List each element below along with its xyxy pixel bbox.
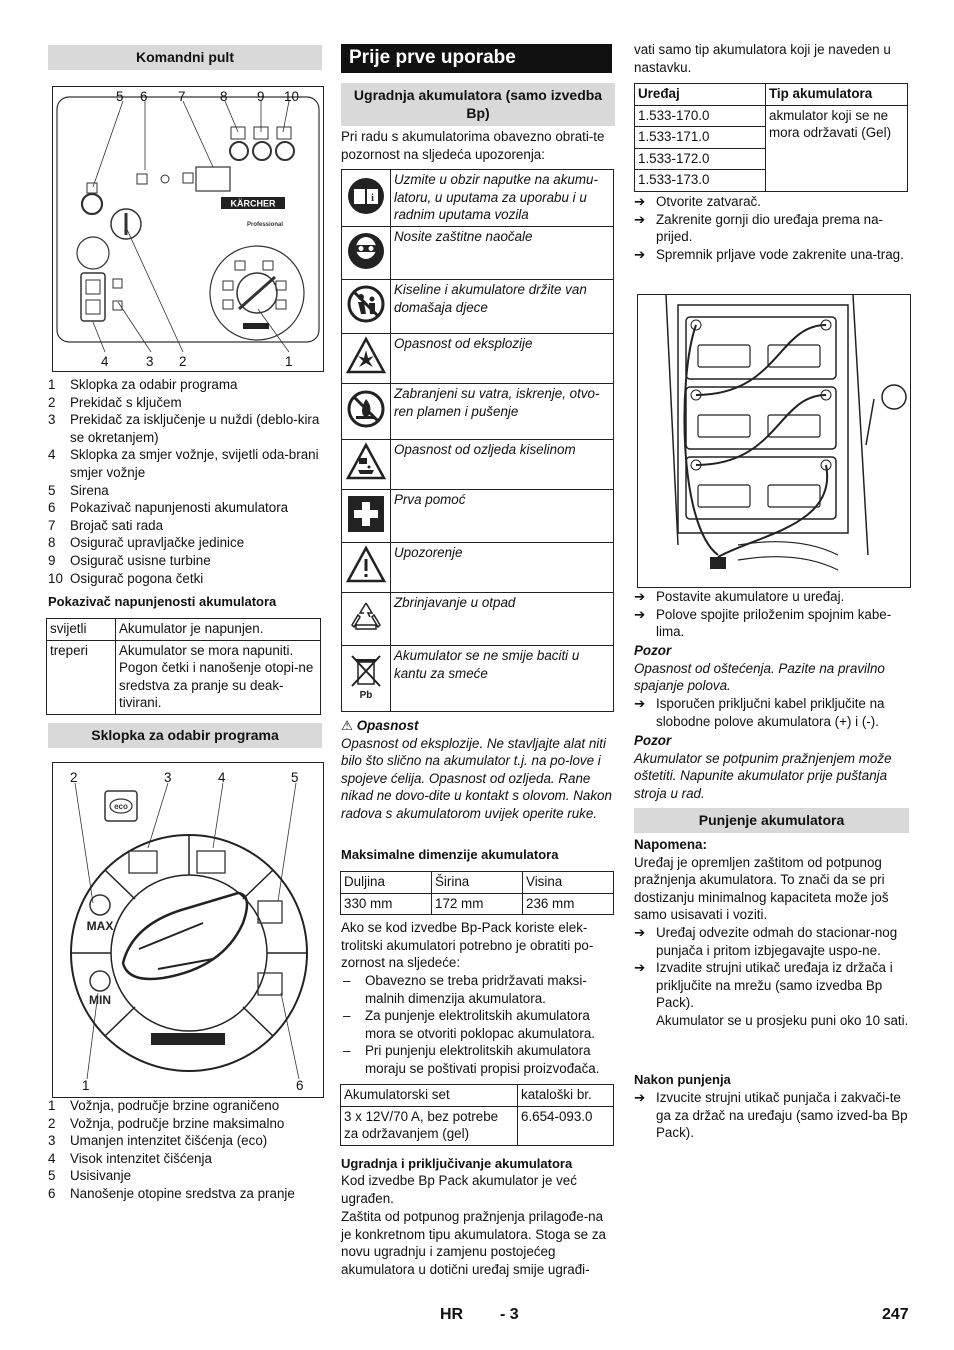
table-header-cell: Tip akumulatora [766,84,908,106]
section-heading-battery-install: Ugradnja akumulatora (samo izvedba Bp) [341,83,615,126]
continued-paragraph: vati samo tip akumulatora koji je naveden u nastavku. [634,42,891,75]
subheading-charge-indicator: Pokazivač napunjenosti akumulatora [48,594,277,609]
arrow-icon: ➔ [634,211,646,227]
charge-indicator-table [46,618,321,715]
note-title: Napomena: [634,837,707,852]
no-fire-icon [342,384,391,440]
panel-number: 7 [178,89,186,104]
table-row [342,646,614,712]
dial-max-label: MAX [86,919,114,933]
panel-number: 9 [257,89,265,104]
recycle-icon [342,593,391,646]
panel-number: 6 [140,89,148,104]
caution-deep-discharge [634,732,910,802]
arrow-icon: ➔ [634,696,646,711]
first-aid-icon [342,490,391,543]
battery-set-table [340,1084,614,1146]
danger-triangle-icon: ⚠ [341,718,354,733]
goggles-icon [342,227,391,280]
table-row [341,893,614,915]
steps-insert-battery [634,588,910,641]
table-row [341,872,614,894]
list-item: 3 Prekidač za isključenje u nuždi (deblo-kira se okretanjem) [48,412,320,445]
table-header-cell: Visina [523,872,614,894]
control-panel-drawing [53,87,323,371]
list-item: ➔ Uređaj odvezite odmah do stacionar-nog punjača i pritom izbjegavajte uspo-ne. [634,925,898,958]
caution-text: Akumulator se potpunim pražnjenjem može oštetiti. Napunite akumulator prije puštanja stroja u rad. [634,750,892,801]
panel-number-row-bottom [101,353,301,371]
table-cell: 3 x 12V/70 A, bez potrebe za održavanjem (gel) [341,1106,518,1145]
caution-title: Pozor [634,733,672,748]
list-item: 5 Usisivanje [48,1168,132,1184]
table-cell: Akumulator se mora napuniti. Pogon četki i nanošenje otopi-ne sredstva za pranje su deak-tivirani. [116,640,321,714]
warning-text: Zbrinjavanje u otpad [391,593,614,646]
list-item: 7 Brojač sati rada [48,517,164,533]
arrow-icon: ➔ [634,960,646,976]
warning-text: Akumulator se ne smije baciti u kantu za smeće [391,646,614,712]
electrolyte-paragraph: Ako se kod izvedbe Bp-Pack koriste elek-trolitski akumulatori potrebno je obratiti po-zornost na sljedeće: [341,920,594,971]
danger-title: Opasnost [356,718,419,733]
table-row [341,1085,614,1107]
device-battery-table [634,83,908,192]
list-item: 4 Sklopka za smjer vožnje, svijetli oda-brani smjer vožnje [48,447,319,480]
steps-open-machine [634,193,910,263]
dial-number-row-bottom [82,1077,322,1095]
list-item: ➔ Izvadite strujni utikač uređaja iz držača i priključite na mrežu (samo izvedba Bp Pack). [634,960,893,1011]
intro-paragraph: Pri radu s akumulatorima obavezno obrati-te pozornost na sljedeća upozorenja: [341,129,605,162]
panel-sub-text: Professional [246,222,284,228]
panel-number-row-top [116,88,306,106]
table-header-cell: Akumulatorski set [341,1085,518,1107]
warning-symbols-table [341,169,614,712]
list-item: 2 Prekidač s ključem [48,394,182,410]
danger-block [341,717,615,823]
arrow-icon: ➔ [634,606,646,622]
danger-text: Opasnost od eksplozije. Ne stavljajte alat niti bilo što slično na akumulator t.j. na po-love i spojeve ćelija. Opasnost od ozljeda. Rane nikad ne dovo-dite u kontakt s olovom. Nakon radova s akumulatorom uvijek operite ruke. [341,735,612,821]
page-title: Prije prve uporabe [341,44,612,73]
caution-text: Opasnost od oštećenja. Pazite na pravilno spajanje polova. [634,660,885,694]
table-cell: 6.654-093.0 [518,1106,614,1145]
charging-duration-text: Akumulator se u prosjeku puni oko 10 sati. [656,1012,909,1028]
panel-number: 10 [284,89,299,104]
table-cell: 330 mm [341,893,432,915]
list-item: 5 Sirena [48,482,109,498]
list-item: – Pri punjenju elektrolitskih akumulatora moraju se poštivati propisi proizvođača. [343,1043,600,1076]
warning-text: Kiseline i akumulatore držite van domašaja djece [391,280,614,334]
footer-language: HR [440,1306,464,1323]
footer-page-number: 247 [882,1306,909,1323]
arrow-icon: ➔ [634,925,646,940]
warning-text: Prva pomoć [391,490,614,543]
list-item: 1 Sklopka za odabir programa [48,377,238,392]
subheading-after-charging: Nakon punjenja [634,1072,731,1087]
table-row [342,593,614,646]
list-item: 9 Osigurač usisne turbine [48,552,211,568]
table-cell: Akumulator je napunjen. [116,619,321,641]
table-cell: 1.533-172.0 [635,148,766,170]
panel-number: 4 [101,354,109,369]
panel-number: 8 [220,89,228,104]
panel-number: 1 [285,354,293,369]
table-cell: 1.533-170.0 [635,105,766,127]
svg-text:i: i [371,192,374,204]
dimensions-table [340,871,614,915]
section-heading-control-panel: Komandni pult [48,45,322,70]
panel-number: 2 [179,354,187,369]
pb-label: Pb [359,690,373,701]
list-item: ➔ Postavite akumulatore u uređaj. [634,589,845,604]
arrow-icon: ➔ [634,1090,646,1105]
table-cell: treperi [47,640,116,714]
steps-charging [634,924,910,1030]
note-text: Uređaj je opremljen zaštitom od potpunog pražnjenja akumulatora. To znači da se pri dostizanju minimalnog kapaciteta može još samo usisavati i voziti. [634,854,889,923]
dial-number: 3 [164,770,172,785]
list-item: 6 Pokazivač napunjenosti akumulatora [48,500,289,516]
panel-number: 5 [116,89,124,104]
table-row [342,170,614,227]
table-row [635,84,908,106]
bin-icon [342,646,391,712]
panel-number: 3 [146,354,154,369]
acid-icon [342,440,391,490]
table-cell: 236 mm [523,893,614,915]
table-row [342,384,614,440]
list-item: ➔ Spremnik prljave vode zakrenite una-trag. [634,246,904,262]
dial-number-row-top [70,769,310,787]
caution-polarity [634,642,910,695]
warning-text: Zabranjeni su vatra, iskrenje, otvo-ren plamen i pušenje [391,384,614,440]
table-row [342,280,614,334]
list-item: – Obavezno se treba pridržavati maksi-malnih dimenzija akumulatora. [343,973,587,1006]
electrolyte-dash-list [341,972,615,1078]
dial-number: 6 [296,1078,304,1093]
list-item: ➔ Zakrenite gornji dio uređaja prema na-prijed. [634,211,884,245]
table-cell: akmulator koji se ne mora održavati (Gel) [766,105,908,191]
section-heading-charging: Punjenje akumulatora [634,808,909,833]
manual-icon [342,170,391,227]
warning-text: Uzmite u obzir naputke na akumu-latoru, u uputama za uporabu i u radnim uputama vozila [391,170,614,227]
panel-brand-text: KÄRCHER [230,198,276,209]
table-row [341,1106,614,1145]
table-row [342,440,614,490]
dial-number: 4 [218,770,226,785]
warning-text: Upozorenje [391,543,614,593]
table-row [635,105,908,127]
deep-discharge-paragraph: Zaštita od potpunog pražnjenja prilagođe-na je konkretnom tipu akumulatora. Stoga se za novu ugradnju i zamjenu postojećeg akumulatora u dotični uređaj smije ugrađi- [341,1209,606,1277]
bp-pack-paragraph: Kod izvedbe Bp Pack akumulator je već ugrađen. [341,1173,577,1206]
table-header-cell: Duljina [341,872,432,894]
arrow-icon: ➔ [634,194,646,209]
control-panel-figure [52,86,324,372]
warning-text: Opasnost od ozljeda kiselinom [391,440,614,490]
program-selector-figure [52,762,324,1098]
table-cell: 1.533-173.0 [635,170,766,192]
danger-title-row [341,717,615,735]
warning-icon [342,543,391,593]
subheading-max-dimensions: Maksimalne dimenzije akumulatora [341,847,559,862]
table-header-cell: Uređaj [635,84,766,106]
dial-number: 5 [291,770,299,785]
program-selector-legend [48,1097,322,1203]
list-item: ➔ Polove spojite priloženim spojnim kabe-lima. [634,606,892,640]
caution-title: Pozor [634,643,672,658]
control-panel-legend [48,376,322,587]
footer-local-page: - 3 [500,1306,519,1323]
warning-text: Opasnost od eksplozije [391,334,614,384]
arrow-icon: ➔ [634,589,646,604]
explosion-icon [342,334,391,384]
list-item: 8 Osigurač upravljačke jedinice [48,535,245,551]
table-row [47,640,321,714]
section-heading-program-selector: Sklopka za odabir programa [48,723,322,748]
battery-compartment-figure [637,294,911,588]
list-item: 3 Umanjen intenzitet čišćenja (eco) [48,1133,268,1149]
list-item: 6 Nanošenje otopine sredstva za pranje [48,1185,295,1201]
battery-compartment-drawing [638,295,910,587]
arrow-icon: ➔ [634,246,646,262]
children-icon [342,280,391,334]
table-row [342,227,614,280]
list-item: ➔ Izvucite strujni utikač punjača i zakvači-te ga za držač na uređaju (samo izved-ba Bp Pack). [634,1090,908,1141]
dial-number: 2 [70,770,78,785]
dial-eco-label: eco [114,802,128,811]
steps-connect-cable [634,695,910,730]
list-item: – Za punjenje elektrolitskih akumulatora mora se otvoriti poklopac akumulatora. [343,1008,595,1041]
table-row [47,619,321,641]
table-cell: svijetli [47,619,116,641]
list-item: 4 Visok intenzitet čišćenja [48,1150,212,1166]
dial-number: 1 [82,1078,90,1093]
list-item: 2 Vožnja, područje brzine maksimalno [48,1115,285,1131]
program-dial-drawing [53,763,323,1097]
list-item: 1 Vožnja, područje brzine ograničeno [48,1098,280,1113]
table-header-cell: kataloški br. [518,1085,614,1107]
note-block [634,836,910,924]
table-row [342,543,614,593]
list-item: ➔ Isporučen priključni kabel priključite na slobodne polove akumulatora (+) i (-). [634,696,885,729]
table-cell: 172 mm [432,893,523,915]
steps-after-charging [634,1089,910,1142]
list-item: ➔ Otvorite zatvarač. [634,194,761,209]
table-header-cell: Širina [432,872,523,894]
subheading-install-connect: Ugradnja i priključivanje akumulatora [341,1156,573,1171]
table-cell: 1.533-171.0 [635,127,766,149]
table-row [342,490,614,543]
list-item: 10 Osigurač pogona četki [48,570,204,586]
table-row [342,334,614,384]
warning-text: Nosite zaštitne naočale [391,227,614,280]
dial-min-label: MIN [89,993,111,1007]
